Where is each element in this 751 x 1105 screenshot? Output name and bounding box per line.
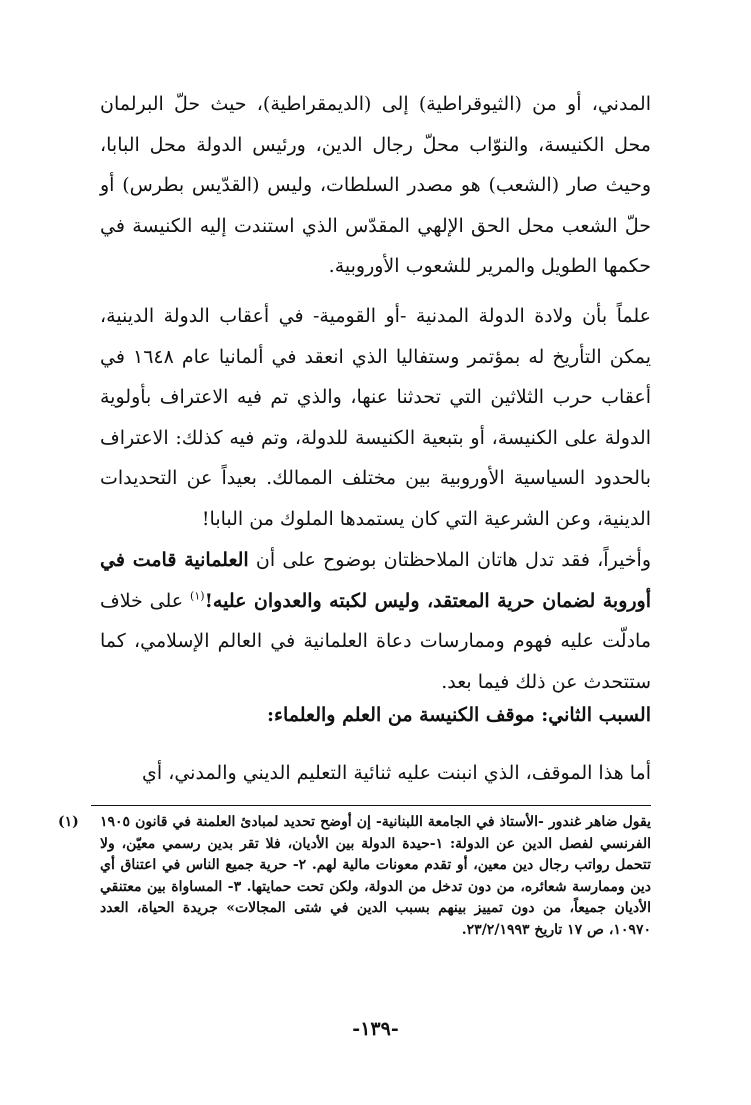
footnote-reference: (١) [190,589,205,603]
paragraph-1: المدني، أو من (الثيوقراطية) إلى (الديمقراطية)، حيث حلّ البرلمان محل الكنيسة، والنوّاب محلّ رجال الدين، ورئيس الدولة محل البابا، وحيث صار (الشعب) هو مصدر السلطات، وليس (القدّيس بطرس) أو حلّ الشعب محل الحق الإلهي المقدّس الذي استندت إليه الكنيسة في حكمها الطويل والمرير للشعوب الأوروبية. [100,93,651,277]
paragraph-3-end: على خلاف مادلّت عليه فهوم وممارسات دعاة العلمانية في العالم الإسلامي، كما ستتحدث عن ذلك فيما بعد. [100,589,651,693]
footnote-marker: (١) [58,814,79,830]
paragraph-3-emphasis: العلمانية قامت في أوروبة لضمان حرية المعتقد، وليس لكبته والعدوان عليه! [100,549,652,612]
footnote-text: يقول ضاهر غندور -الأستاذ في الجامعة اللبنانية- إن أوضح تحديد لمبادئ العلمنة في قانون ١٩٠٥ الفرنسي لفصل الدين عن الدولة: ١-حيدة الدولة بين الأديان، فلا تقر بدين رسمي معيّن، ولا تتحمل رواتب رجال دين معين، أو تقدم معونات مالية لهم. ٢- حرية جميع الناس في اعتناق أي دين وممارسة شعائره، من دون تدخل من الدولة، ولكن تحت حمايتها. ٣- المساواة بين معتنقي الأديان جميعاً، من دون تمييز بينهم بسبب الدين في شتى المجالات» جريدة الحياة، العدد ١٠٩٧٠، ص ١٧ تاريخ ٢٣/٢/١٩٩٣. [100,814,651,938]
page-number: -١٣٩- [352,1018,399,1040]
paragraph-2: علماً بأن ولادة الدولة المدنية -أو القومية- في أعقاب الدولة الدينية، يمكن التأريخ له بمؤتمر وستفاليا الذي انعقد في ألمانيا عام ١٦٤٨ في أعقاب حرب الثلاثين التي تحدثنا عنها، والذي تم فيه الاعتراف بأولوية الدولة على الكنيسة، أو بتبعية الكنيسة للدولة، وتم فيه كذلك: الاعتراف بالحدود السياسية الأوروبية بين مختلف الممالك. بعيداً عن التحديدات الدينية، وعن الشرعية التي كان يستمدها الملوك من البابا! [100,305,651,530]
footnote-divider [91,805,651,806]
section-heading: السبب الثاني: موقف الكنيسة من العلم والعلماء: [267,704,651,726]
paragraph-3-start: وأخيراً، فقد تدل هاتان الملاحظتان بوضوح على أن [255,549,651,571]
paragraph-3 [100,540,651,702]
footnote [58,812,651,941]
paragraph-4: أما هذا الموقف، الذي انبنت عليه ثنائية التعليم الديني والمدني، أي [142,762,651,784]
